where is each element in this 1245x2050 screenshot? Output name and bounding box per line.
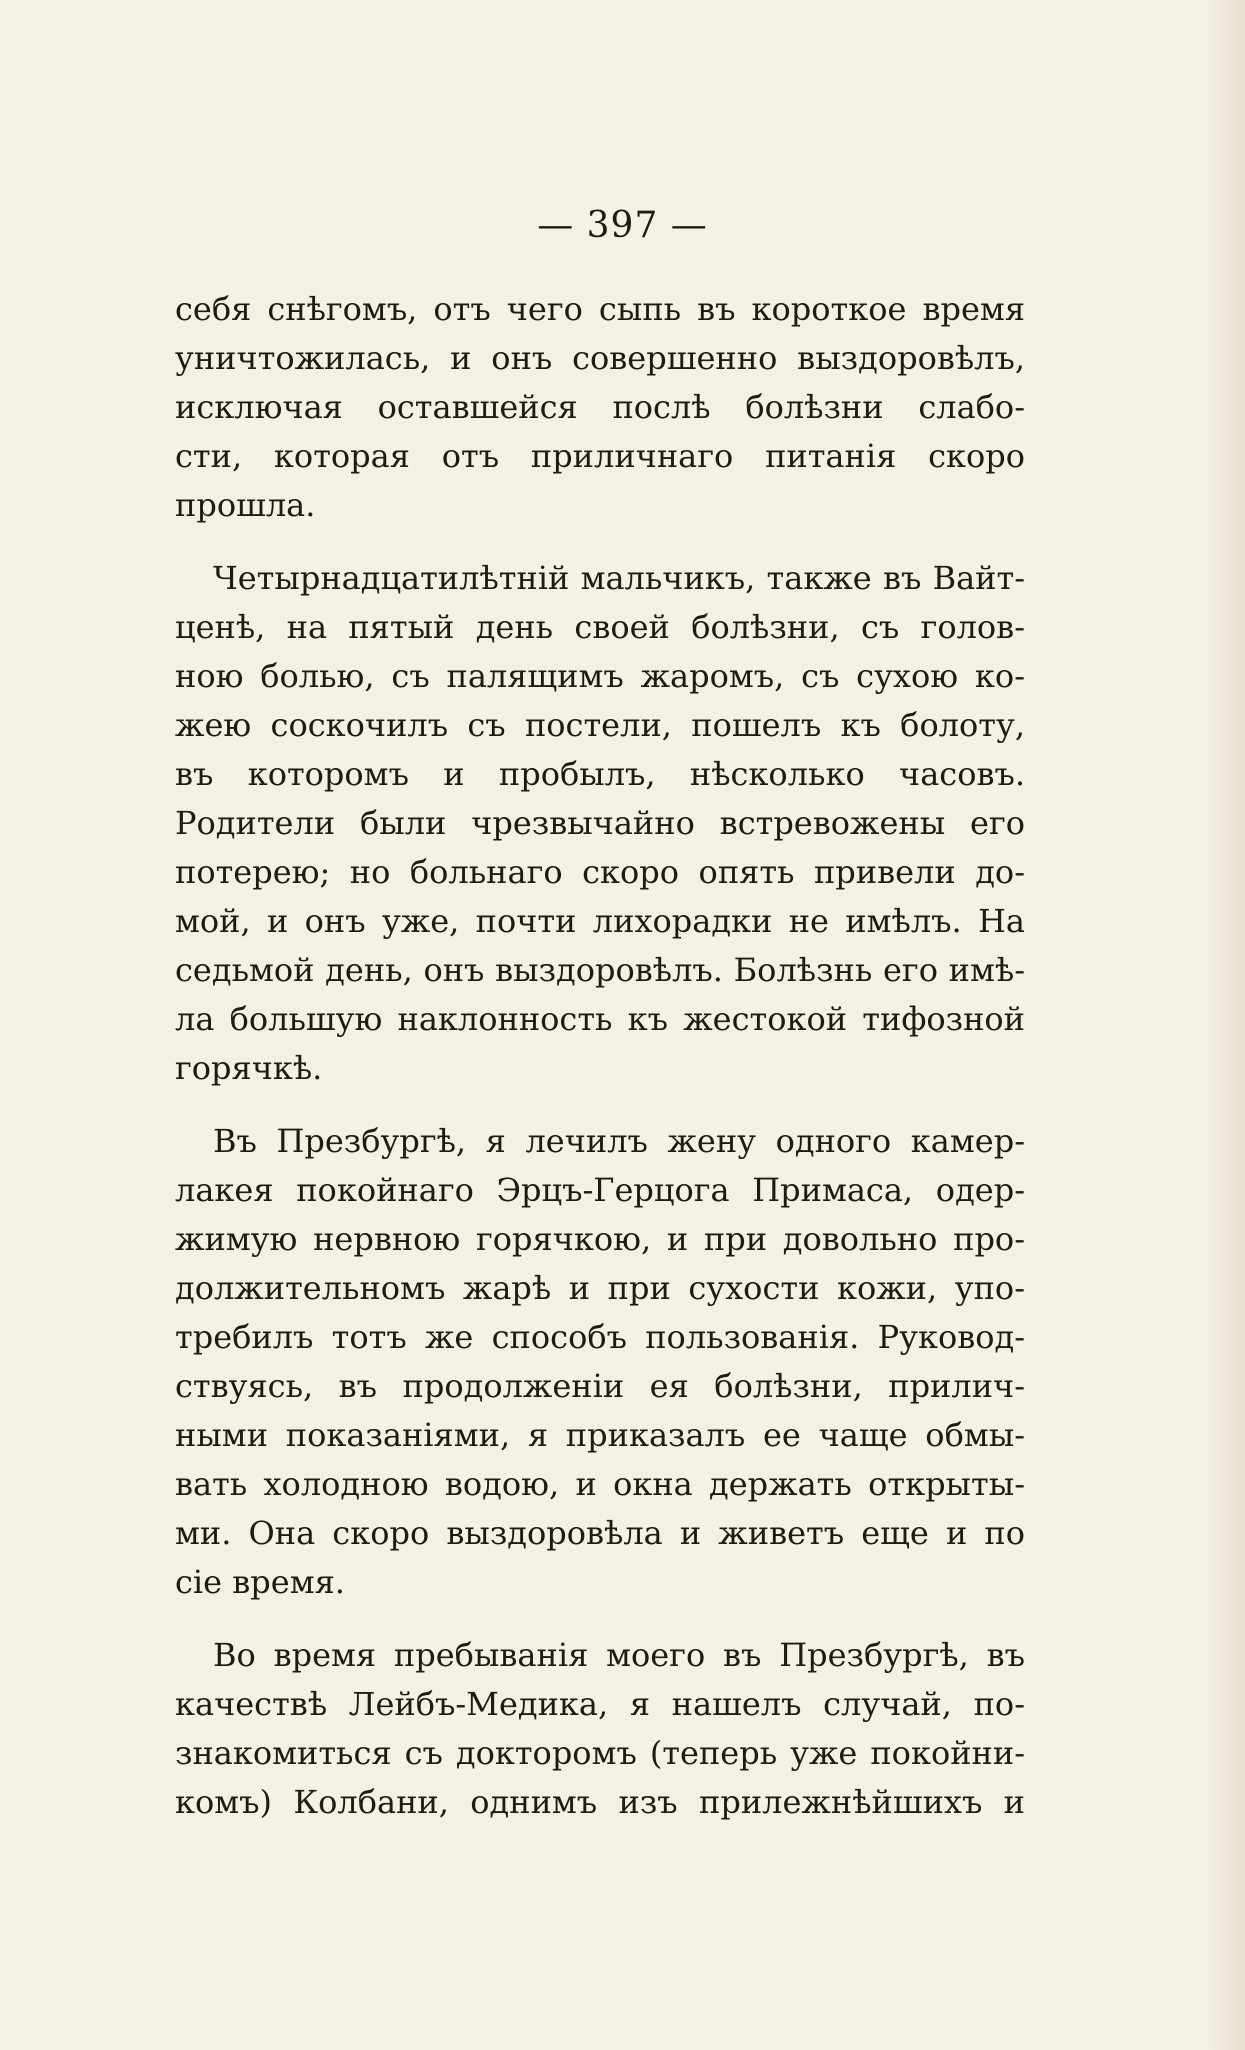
- text-line: ценѣ, на пятый день своей болѣзни, съ голов-: [175, 608, 1025, 646]
- text-line: Родители были чрезвычайно встревожены его: [175, 804, 1025, 842]
- text-line: уничтожилась, и онъ совершенно выздоровѣлъ,: [175, 339, 1025, 377]
- text-line: знакомиться съ докторомъ (теперь уже покойни-: [175, 1734, 1025, 1772]
- body-text: [175, 285, 1025, 1827]
- text-line: должительномъ жарѣ и при сухости кожи, упо-: [175, 1269, 1025, 1307]
- text-line: жимую нервною горячкою, и при довольно про-: [175, 1220, 1025, 1258]
- text-line: Четырнадцатилѣтній мальчикъ, также въ Вайт-: [213, 559, 1025, 597]
- text-line: комъ) Колбани, однимъ изъ прилежнѣйшихъ и: [175, 1783, 1025, 1821]
- text-line: лакея покойнаго Эрцъ-Герцога Примаса, одер-: [175, 1171, 1025, 1209]
- text-line: горячкѣ.: [175, 1049, 323, 1087]
- text-line: седьмой день, онъ выздоровѣлъ. Болѣзнь его имѣ-: [175, 951, 1025, 989]
- text-line: ствуясь, въ продолженіи ея болѣзни, прилич-: [175, 1367, 1025, 1405]
- text-line: въ которомъ и пробылъ, нѣсколько часовъ.: [175, 755, 1025, 793]
- text-line: потерею; но больнаго скоро опять привели до-: [175, 853, 1025, 891]
- text-line: ною болью, съ палящимъ жаромъ, съ сухою ко-: [175, 657, 1025, 695]
- text-line: качествѣ Лейбъ-Медика, я нашелъ случай, по-: [175, 1685, 1025, 1723]
- text-line: исключая оставшейся послѣ болѣзни слабо-: [175, 388, 1025, 426]
- text-line: прошла.: [175, 486, 316, 524]
- text-line: ными показаніями, я приказалъ ее чаще обмы-: [175, 1416, 1025, 1454]
- text-line: сіе время.: [175, 1563, 345, 1601]
- page-edge-shadow: [1205, 0, 1245, 2050]
- text-line: вать холодною водою, и окна держать открыты-: [175, 1465, 1025, 1503]
- text-line: ми. Она скоро выздоровѣла и живетъ еще и по: [175, 1514, 1025, 1552]
- text-line: требилъ тотъ же способъ пользованія. Руковод-: [175, 1318, 1025, 1356]
- text-line: жею соскочилъ съ постели, пошелъ къ болоту,: [175, 706, 1025, 744]
- text-line: Во время пребыванія моего въ Презбургѣ, въ: [213, 1636, 1025, 1674]
- text-line: себя снѣгомъ, отъ чего сыпь въ короткое время: [175, 290, 1025, 328]
- text-line: мой, и онъ уже, почти лихорадки не имѣлъ. На: [175, 902, 1025, 940]
- text-line: сти, которая отъ приличнаго питанія скоро: [175, 437, 1025, 475]
- text-line: ла большую наклонность къ жестокой тифозной: [175, 1000, 1025, 1038]
- text-line: Въ Презбургѣ, я лечилъ жену одного камер-: [213, 1122, 1025, 1160]
- page-number: — 397 —: [537, 205, 708, 246]
